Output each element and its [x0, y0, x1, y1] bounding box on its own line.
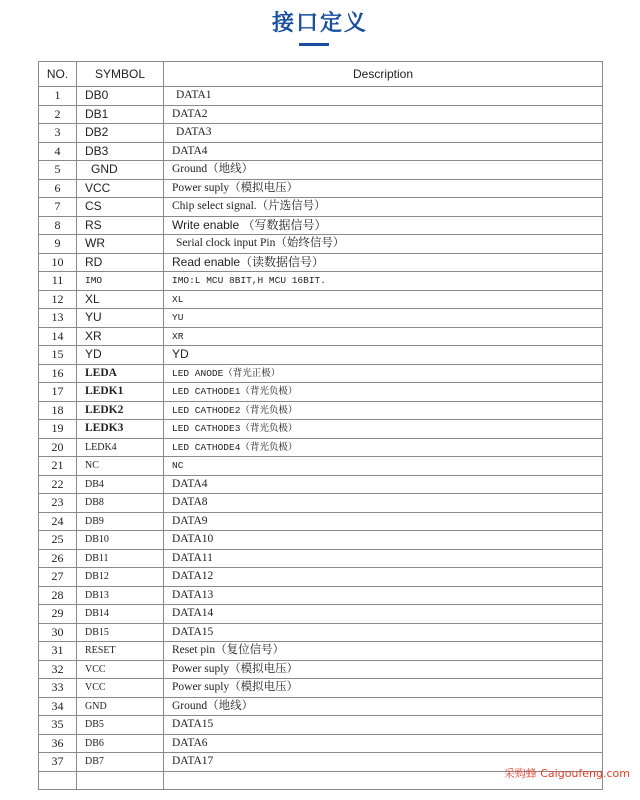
- pin-symbol: LEDK1: [77, 383, 164, 402]
- pin-description: DATA13: [164, 586, 603, 605]
- table-row: [39, 716, 603, 735]
- table-row: [39, 457, 603, 476]
- pin-symbol: DB7: [77, 753, 164, 772]
- table-header-row: [39, 62, 603, 87]
- pin-description: LED CATHODE4（背光负极）: [164, 438, 603, 457]
- pin-description: DATA12: [164, 568, 603, 587]
- pin-description: DATA8: [164, 494, 603, 513]
- header-symbol: SYMBOL: [77, 62, 164, 87]
- pin-description: Chip select signal.（片选信号）: [164, 198, 603, 217]
- pin-number: 21: [39, 457, 77, 476]
- pin-description: Read enable（读数据信号）: [164, 253, 603, 272]
- pin-number: 29: [39, 605, 77, 624]
- table-row: [39, 660, 603, 679]
- table-row: [39, 401, 603, 420]
- pin-symbol: YU: [77, 309, 164, 328]
- pin-number: 9: [39, 235, 77, 254]
- pin-description: DATA4: [164, 475, 603, 494]
- pin-number: 23: [39, 494, 77, 513]
- pin-number: 18: [39, 401, 77, 420]
- pin-number: 7: [39, 198, 77, 217]
- header-no: NO.: [39, 62, 77, 87]
- pin-symbol: DB0: [77, 87, 164, 106]
- pin-number: 33: [39, 679, 77, 698]
- table-row: [39, 124, 603, 143]
- pin-number: 30: [39, 623, 77, 642]
- page-title: 接口定义: [271, 11, 368, 36]
- pin-description: Write enable （写数据信号）: [164, 216, 603, 235]
- pin-number: 19: [39, 420, 77, 439]
- table-row: [39, 642, 603, 661]
- table-row: [39, 235, 603, 254]
- pin-symbol: GND: [77, 697, 164, 716]
- pin-number: 10: [39, 253, 77, 272]
- pin-number: 4: [39, 142, 77, 161]
- pin-description: DATA1: [164, 87, 603, 106]
- pin-description: YU: [164, 309, 603, 328]
- pin-description: DATA17: [164, 753, 603, 772]
- pin-description: IMO:L MCU 8BIT,H MCU 16BIT.: [164, 272, 603, 291]
- pin-number: 37: [39, 753, 77, 772]
- pin-symbol: DB2: [77, 124, 164, 143]
- empty-cell: [77, 771, 164, 790]
- pin-description: DATA4: [164, 142, 603, 161]
- table-row: [39, 161, 603, 180]
- pin-description: DATA6: [164, 734, 603, 753]
- pin-number: 12: [39, 290, 77, 309]
- pin-description: DATA14: [164, 605, 603, 624]
- pin-symbol: VCC: [77, 660, 164, 679]
- pin-description: XL: [164, 290, 603, 309]
- pin-description: DATA10: [164, 531, 603, 550]
- pin-symbol: DB13: [77, 586, 164, 605]
- pin-number: 1: [39, 87, 77, 106]
- pin-symbol: RS: [77, 216, 164, 235]
- pin-symbol: DB9: [77, 512, 164, 531]
- table-row: [39, 697, 603, 716]
- pin-number: 28: [39, 586, 77, 605]
- pin-description: DATA3: [164, 124, 603, 143]
- pin-symbol: NC: [77, 457, 164, 476]
- pin-symbol: DB1: [77, 105, 164, 124]
- table-row: [39, 198, 603, 217]
- pin-description: NC: [164, 457, 603, 476]
- interface-definition-table: [38, 61, 603, 790]
- table-row: [39, 734, 603, 753]
- pin-symbol: DB3: [77, 142, 164, 161]
- table-row: [39, 438, 603, 457]
- pin-number: 32: [39, 660, 77, 679]
- pin-description: LED ANODE（背光正极）: [164, 364, 603, 383]
- pin-number: 24: [39, 512, 77, 531]
- pin-symbol: DB5: [77, 716, 164, 735]
- pin-symbol: DB4: [77, 475, 164, 494]
- empty-cell: [39, 771, 77, 790]
- table-row: [39, 142, 603, 161]
- pin-symbol: IMO: [77, 272, 164, 291]
- table-row: [39, 679, 603, 698]
- pin-description: YD: [164, 346, 603, 365]
- pin-number: 14: [39, 327, 77, 346]
- pin-symbol: DB14: [77, 605, 164, 624]
- table-row: [39, 179, 603, 198]
- pin-number: 6: [39, 179, 77, 198]
- pin-symbol: RESET: [77, 642, 164, 661]
- pin-description: DATA15: [164, 716, 603, 735]
- table-row: [39, 87, 603, 106]
- table-row: [39, 605, 603, 624]
- pin-number: 3: [39, 124, 77, 143]
- table-row: [39, 290, 603, 309]
- table-row: [39, 549, 603, 568]
- table-row: [39, 586, 603, 605]
- pin-description: XR: [164, 327, 603, 346]
- pin-number: 5: [39, 161, 77, 180]
- pin-number: 11: [39, 272, 77, 291]
- pin-description: Ground（地线）: [164, 697, 603, 716]
- table-row: [39, 494, 603, 513]
- pin-description: Reset pin（复位信号）: [164, 642, 603, 661]
- table-row: [39, 420, 603, 439]
- pin-description: LED CATHODE3（背光负极）: [164, 420, 603, 439]
- pin-description: DATA15: [164, 623, 603, 642]
- pin-symbol: WR: [77, 235, 164, 254]
- pin-description: Power suply（模拟电压）: [164, 179, 603, 198]
- pin-description: Serial clock input Pin（始终信号）: [164, 235, 603, 254]
- pin-symbol: XL: [77, 290, 164, 309]
- pin-number: 35: [39, 716, 77, 735]
- pin-description: LED CATHODE2（背光负极）: [164, 401, 603, 420]
- pin-symbol: LEDA: [77, 364, 164, 383]
- table-row: [39, 568, 603, 587]
- pin-symbol: DB12: [77, 568, 164, 587]
- pin-symbol: LEDK4: [77, 438, 164, 457]
- pin-symbol: YD: [77, 346, 164, 365]
- pin-description: DATA11: [164, 549, 603, 568]
- pin-number: 2: [39, 105, 77, 124]
- pin-number: 8: [39, 216, 77, 235]
- pin-description: Power suply（模拟电压）: [164, 660, 603, 679]
- pin-symbol: RD: [77, 253, 164, 272]
- pin-number: 36: [39, 734, 77, 753]
- header-description: Description: [164, 62, 603, 87]
- pin-symbol: DB10: [77, 531, 164, 550]
- pin-number: 17: [39, 383, 77, 402]
- pin-symbol: VCC: [77, 179, 164, 198]
- pin-description: DATA9: [164, 512, 603, 531]
- table-row: [39, 531, 603, 550]
- table-row: [39, 383, 603, 402]
- pin-symbol: VCC: [77, 679, 164, 698]
- pin-number: 27: [39, 568, 77, 587]
- table-row: [39, 623, 603, 642]
- watermark: 采购蜂 Caigoufeng.com: [503, 767, 630, 780]
- table-row: [39, 272, 603, 291]
- table-row: [39, 475, 603, 494]
- table-row: [39, 253, 603, 272]
- pin-number: 16: [39, 364, 77, 383]
- table-row: [39, 309, 603, 328]
- pin-symbol: CS: [77, 198, 164, 217]
- pin-description: LED CATHODE1（背光负极）: [164, 383, 603, 402]
- pin-symbol: DB15: [77, 623, 164, 642]
- pin-symbol: LEDK2: [77, 401, 164, 420]
- pin-number: 25: [39, 531, 77, 550]
- table-row: [39, 216, 603, 235]
- table-row: [39, 346, 603, 365]
- pin-number: 20: [39, 438, 77, 457]
- pin-symbol: LEDK3: [77, 420, 164, 439]
- table-row: [39, 105, 603, 124]
- table-row: [39, 512, 603, 531]
- pin-number: 15: [39, 346, 77, 365]
- pin-symbol: XR: [77, 327, 164, 346]
- pin-number: 31: [39, 642, 77, 661]
- pin-symbol: DB6: [77, 734, 164, 753]
- pin-number: 34: [39, 697, 77, 716]
- pin-description: Power suply（模拟电压）: [164, 679, 603, 698]
- table-row: [39, 327, 603, 346]
- pin-symbol: DB11: [77, 549, 164, 568]
- pin-symbol: DB8: [77, 494, 164, 513]
- table-row: [39, 364, 603, 383]
- title-underline: [299, 43, 329, 46]
- pin-number: 26: [39, 549, 77, 568]
- pin-number: 22: [39, 475, 77, 494]
- pin-description: DATA2: [164, 105, 603, 124]
- pin-description: Ground（地线）: [164, 161, 603, 180]
- pin-symbol: GND: [77, 161, 164, 180]
- pin-number: 13: [39, 309, 77, 328]
